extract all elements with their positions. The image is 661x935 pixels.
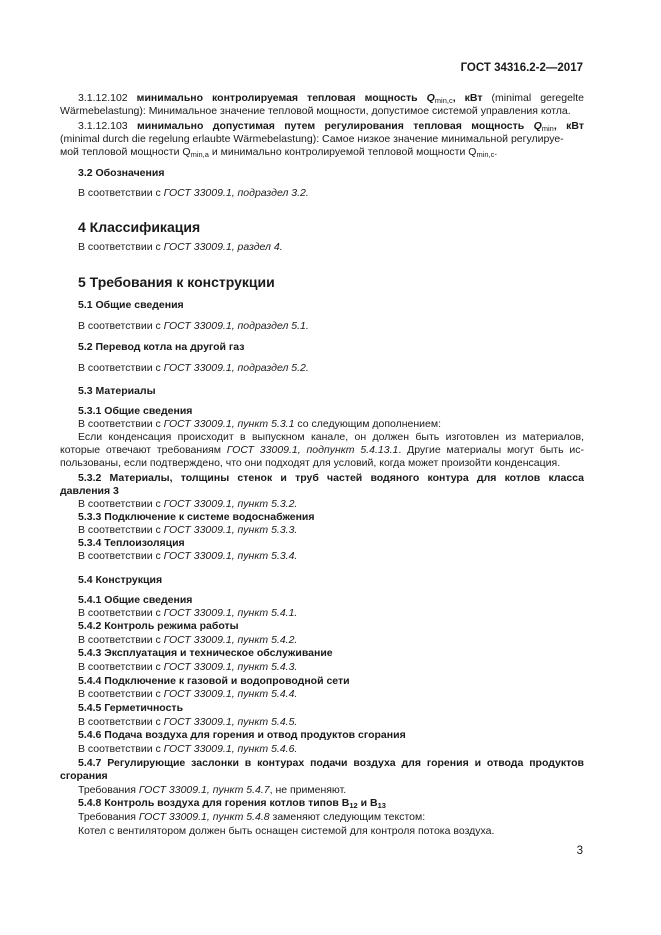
section-5-4-1-title: 5.4.1 Общие сведения: [78, 594, 193, 606]
section-5-4-3-text: В соответствии с ГОСТ 33009.1, пункт 5.4.3.: [78, 661, 298, 673]
section-5-1-title: 5.1 Общие сведения: [78, 299, 184, 311]
section-5-3-1-title: 5.3.1 Общие сведения: [78, 405, 193, 417]
section-5-4-4-text: В соответствии с ГОСТ 33009.1, пункт 5.4.4.: [78, 688, 298, 700]
section-4-title: 4 Классификация: [78, 219, 201, 235]
document-header: ГОСТ 34316.2-2—2017: [460, 62, 583, 74]
section-5-4-2-title: 5.4.2 Контроль режима работы: [78, 620, 239, 632]
section-5-4-8-line-2: Котел с вентилятором должен быть оснащен системой для контроля потока воздуха.: [78, 825, 495, 837]
term-103-line-2: (minimal durch die regelung erlaubte Wärmebelastung): Самое низкое значение минимальной регулируе-: [60, 133, 564, 145]
term-103-line-1: 3.1.12.103 минимально допустимая путем регулирования тепловая мощность $Q_{min}$, кВт: [78, 120, 584, 133]
section-3-2-title: 3.2 Обозначения: [78, 167, 165, 179]
section-5-4-5-text: В соответствии с ГОСТ 33009.1, пункт 5.4.5.: [78, 716, 298, 728]
section-5-4-8-line-1: Требования ГОСТ 33009.1, пункт 5.4.8 заменяют следующим текстом:: [78, 811, 426, 823]
section-5-1-text: В соответствии с ГОСТ 33009.1, подраздел 5.1.: [78, 320, 309, 332]
section-5-4-5-title: 5.4.5 Герметичность: [78, 702, 184, 714]
section-5-4-4-title: 5.4.4 Подключение к газовой и водопроводной сети: [78, 675, 350, 687]
section-5-4-3-title: 5.4.3 Эксплуатация и техническое обслуживание: [78, 647, 333, 659]
page-number: 3: [576, 845, 583, 857]
section-5-4-title: 5.4 Конструкция: [78, 574, 163, 586]
section-5-3-1-line-2: Если конденсация происходит в выпускном канале, он должен быть изготовлен из материалов,: [78, 431, 584, 443]
section-5-3-2-text: В соответствии с ГОСТ 33009.1, пункт 5.3.2.: [78, 498, 298, 510]
section-5-3-2-title-line-2: давления 3: [60, 485, 119, 497]
section-5-2-title: 5.2 Перевод котла на другой газ: [78, 341, 245, 353]
section-5-2-text: В соответствии с ГОСТ 33009.1, подраздел 5.2.: [78, 362, 309, 374]
section-5-4-8-title: 5.4.8 Контроль воздуха для горения котлов типов $B_{12}$ и $B_{13}$: [78, 797, 386, 810]
section-5-4-6-text: В соответствии с ГОСТ 33009.1, пункт 5.4.6.: [78, 743, 298, 755]
section-5-3-1-line-1: В соответствии с ГОСТ 33009.1, пункт 5.3.1 со следующим дополнением:: [78, 418, 442, 430]
section-5-3-2-title-line-1: 5.3.2 Материалы, толщины стенок и труб частей водяного контура для котлов класса: [78, 472, 584, 484]
section-5-4-7-title-line-2: сгорания: [60, 770, 108, 782]
section-5-3-4-title: 5.3.4 Теплоизоляция: [78, 537, 185, 549]
section-5-3-1-line-3: которые отвечают требованиям ГОСТ 33009.1, подпункт 5.4.13.1. Другие материалы могут быть ис-: [60, 444, 584, 456]
section-5-4-2-text: В соответствии с ГОСТ 33009.1, пункт 5.4.2.: [78, 634, 298, 646]
section-5-3-1-line-4: пользованы, если подтверждено, что они подходят для условий, когда может произойти конденсация.: [60, 457, 561, 469]
section-3-2-text: В соответствии с ГОСТ 33009.1, подраздел 3.2.: [78, 187, 309, 199]
term-102-line-1: 3.1.12.102 минимально контролируемая тепловая мощность $Q_{min,c}$, кВт (minimal geregelte: [78, 92, 585, 105]
section-5-3-4-text: В соответствии с ГОСТ 33009.1, пункт 5.3.4.: [78, 550, 298, 562]
section-5-4-6-title: 5.4.6 Подача воздуха для горения и отвод продуктов сгорания: [78, 729, 406, 741]
section-5-3-3-text: В соответствии с ГОСТ 33009.1, пункт 5.3.3.: [78, 524, 298, 536]
section-5-3-3-title: 5.3.3 Подключение к системе водоснабжения: [78, 511, 315, 523]
section-4-text: В соответствии с ГОСТ 33009.1, раздел 4.: [78, 241, 283, 253]
term-102-line-2: Wärmebelastung): Минимальное значение тепловой мощности, допустимое системой управления котла.: [60, 105, 571, 117]
term-103-line-3: мой тепловой мощности $Q_{min,a}$ и минимально контролируемой тепловой мощности $Q_{min,c}$.: [60, 146, 498, 159]
section-5-4-1-text: В соответствии с ГОСТ 33009.1, пункт 5.4.1.: [78, 607, 298, 619]
section-5-title: 5 Требования к конструкции: [78, 274, 275, 290]
section-5-3-title: 5.3 Материалы: [78, 385, 156, 397]
section-5-4-7-title-line-1: 5.4.7 Регулирующие заслонки в контурах подачи воздуха для горения и отвода продуктов: [78, 757, 584, 769]
section-5-4-7-text: Требования ГОСТ 33009.1, пункт 5.4.7, не применяют.: [78, 784, 347, 796]
